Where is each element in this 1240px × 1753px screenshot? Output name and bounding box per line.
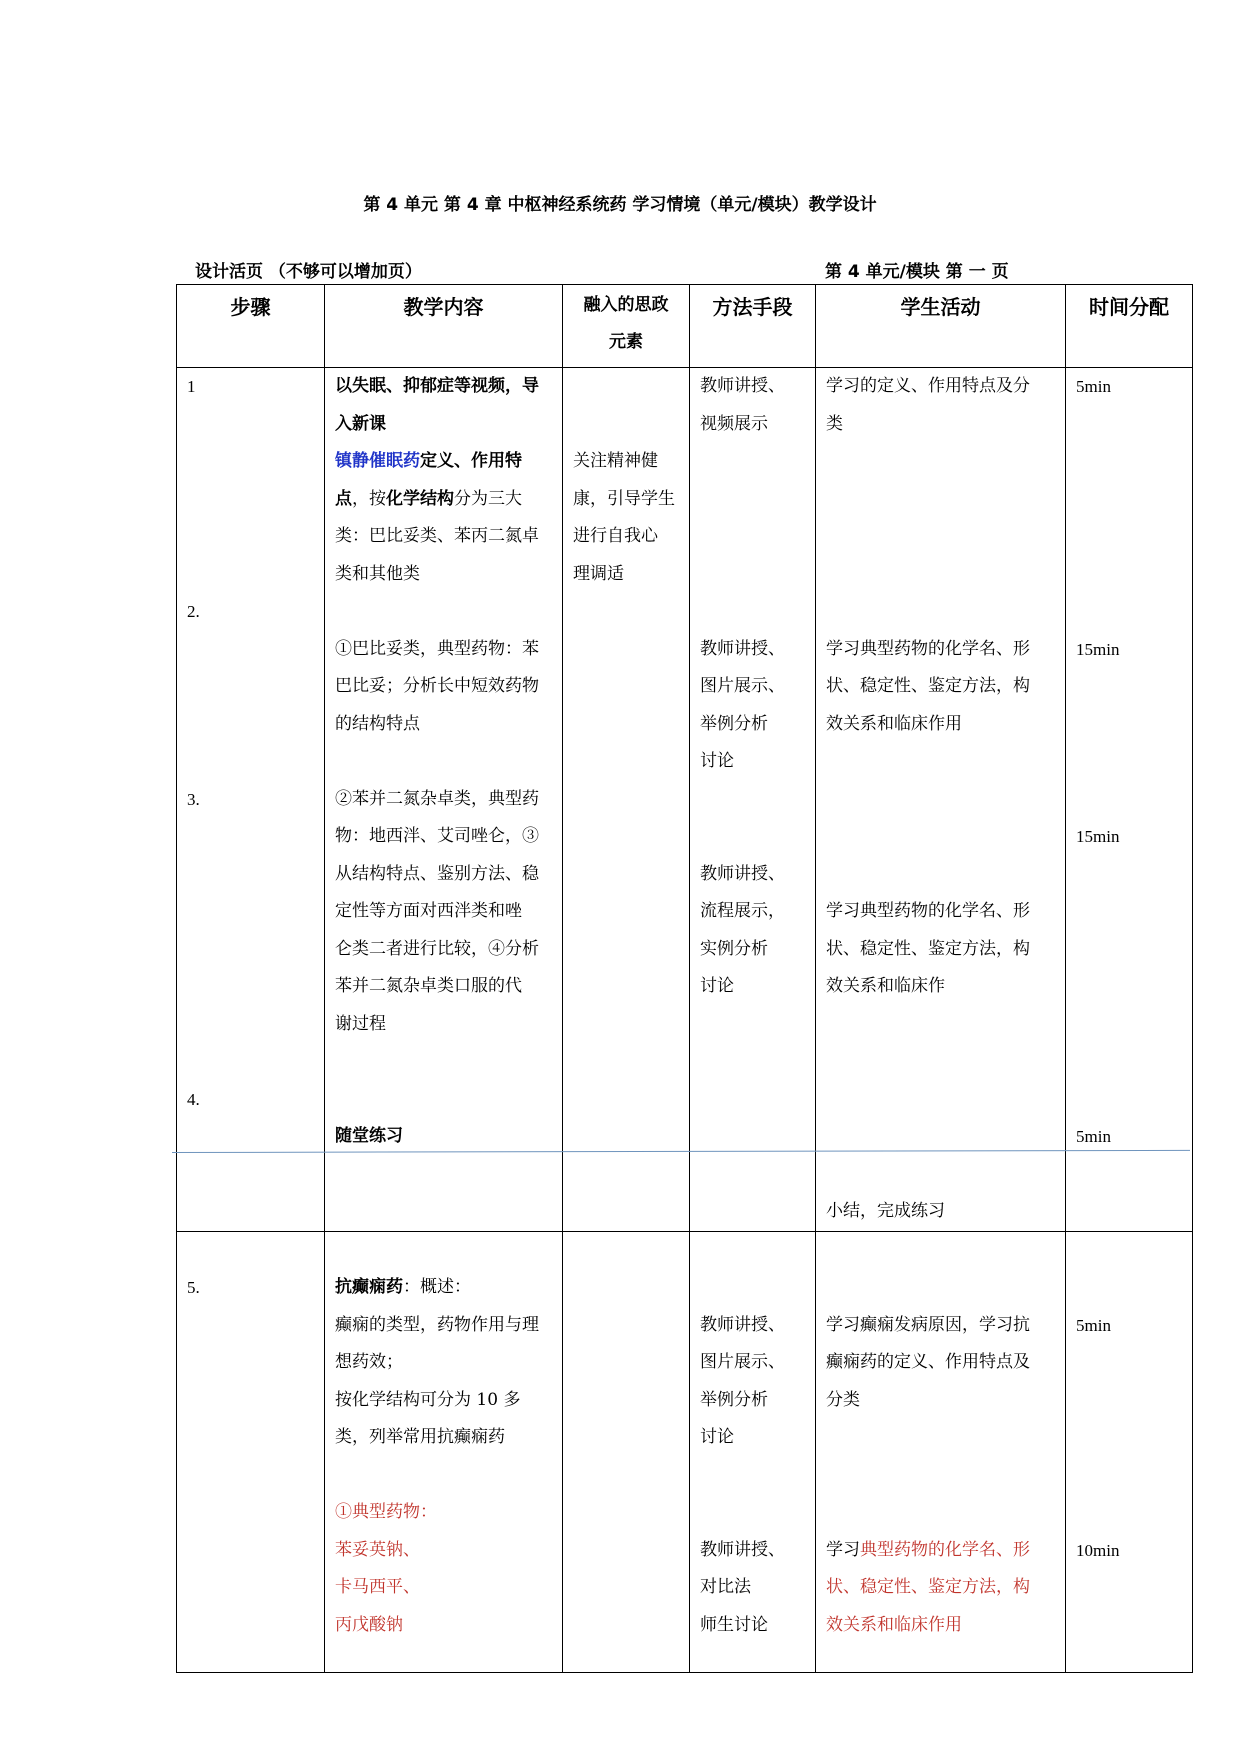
activity-line: 小结，完成练习 (826, 1201, 945, 1221)
content-line: 癫痫的类型，药物作用与理 (335, 1314, 539, 1335)
content-line: 定性等方面对西泮类和唑 (335, 901, 522, 921)
time-value: 15min (1076, 639, 1120, 659)
content-line: 以失眠、抑郁症等视频，导 (335, 376, 539, 396)
content-line: 物：地西泮、艾司唑仑，③ (335, 826, 539, 846)
content-line (335, 481, 552, 519)
content-fragment: 抗癫痫药 (335, 1277, 403, 1297)
activity-line: 分类 (826, 1389, 860, 1410)
method-line: 图片展示、 (700, 1352, 785, 1372)
activity-line: 状、稳定性、鉴定方法，构 (826, 938, 1030, 959)
method-line: 教师讲授、 (700, 1314, 785, 1335)
content-line: 丙戊酸钠 (335, 1614, 403, 1635)
activity-line: 学习的定义、作用特点及分 (826, 376, 1030, 396)
content-line: 从结构特点、鉴别方法、稳 (335, 863, 539, 884)
time-value: 5min (1076, 377, 1111, 396)
method-line: 教师讲授、 (700, 376, 785, 396)
content-line: 巴比妥；分析长中短效药物 (335, 676, 539, 696)
content-line: 类和其他类 (335, 563, 420, 584)
col-header-time: 时间分配 (1066, 285, 1193, 368)
ideology-cell (563, 1231, 690, 1672)
activity-cell (816, 1231, 1066, 1672)
content-fragment: 分为三大 (454, 488, 522, 509)
content-line: 苯并二氮杂卓类口服的代 (335, 976, 522, 996)
method-line: 图片展示、 (700, 676, 785, 696)
ideology-line: 进行自我心 (573, 526, 658, 546)
method-line: 实例分析 (700, 938, 768, 959)
col-header-ideology (563, 285, 690, 368)
step-number: 4. (187, 1089, 200, 1109)
table-row (177, 1231, 1193, 1672)
activity-fragment: 典型药物的化学名、形 (860, 1539, 1030, 1560)
method-line: 流程展示， (700, 901, 785, 921)
content-line: 的结构特点 (335, 713, 420, 734)
step-cell (177, 368, 325, 1232)
activity-line (826, 1532, 1055, 1570)
activity-line: 状、稳定性、鉴定方法，构 (826, 676, 1030, 696)
content-line: 卡马西平、 (335, 1577, 420, 1597)
time-value: 15min (1076, 827, 1120, 846)
method-line: 举例分析 (700, 1389, 768, 1410)
method-line: 对比法 (700, 1577, 751, 1597)
step-number: 1 (187, 377, 196, 396)
document-title: 第 4 单元 第 4 章 中枢神经系统药 学习情境（单元/模块）教学设计 (363, 195, 877, 215)
method-line: 教师讲授、 (700, 1539, 785, 1560)
content-line: 随堂练习 (335, 1126, 403, 1146)
method-line: 教师讲授、 (700, 638, 785, 659)
activity-cell (816, 368, 1066, 1232)
method-cell (690, 1231, 816, 1672)
content-fragment: 化学结构 (386, 488, 454, 509)
content-line: ①巴比妥类，典型药物：苯 (335, 638, 539, 659)
term-sedative-hypnotics: 镇静催眠药 (335, 451, 420, 471)
method-line: 师生讨论 (700, 1614, 768, 1635)
col-header-content: 教学内容 (325, 285, 563, 368)
activity-line: 学习典型药物的化学名、形 (826, 901, 1030, 921)
step-number: 2. (187, 602, 200, 621)
content-fragment: 点 (335, 488, 352, 509)
table-header-row (177, 285, 1193, 368)
content-line (335, 1269, 552, 1307)
step-number: 5. (187, 1278, 200, 1297)
content-fragment: ：概述： (403, 1277, 471, 1297)
ideology-line: 关注精神健 (573, 451, 658, 471)
method-line: 视频展示 (700, 413, 768, 434)
activity-line: 癫痫药的定义、作用特点及 (826, 1352, 1030, 1372)
time-value: 5min (1076, 1127, 1111, 1146)
content-fragment: 定义、作用特 (420, 451, 522, 471)
step-cell (177, 1231, 325, 1672)
time-value: 5min (1076, 1315, 1111, 1335)
method-line: 举例分析 (700, 713, 768, 734)
content-line: 谢过程 (335, 1013, 386, 1034)
content-line: 按化学结构可分为 10 多 (335, 1389, 521, 1410)
ideology-cell (563, 368, 690, 1232)
ideology-line: 理调适 (573, 563, 624, 584)
col-header-ideology-line1: 融入的思政 (583, 295, 669, 315)
content-line: 苯妥英钠、 (335, 1539, 420, 1560)
unit-page-label: 第 4 单元/模块 第 一 页 (825, 262, 1009, 282)
method-cell (690, 368, 816, 1232)
content-line: ①典型药物： (335, 1502, 437, 1522)
activity-line: 类 (826, 413, 843, 434)
step-number: 3. (187, 789, 200, 809)
activity-line: 状、稳定性、鉴定方法，构 (826, 1577, 1030, 1597)
time-value: 10min (1076, 1540, 1120, 1560)
content-line: 仑类二者进行比较，④分析 (335, 938, 539, 959)
time-cell (1066, 1231, 1193, 1672)
method-line: 讨论 (700, 751, 734, 771)
col-header-method: 方法手段 (690, 285, 816, 368)
activity-fragment: 学习 (826, 1539, 860, 1560)
activity-line: 效关系和临床作 (826, 976, 945, 996)
content-line: 类，列举常用抗癫痫药 (335, 1427, 505, 1447)
content-fragment: ，按 (352, 488, 386, 509)
content-line: 想药效； (335, 1352, 403, 1372)
content-line: ②苯并二氮杂卓类，典型药 (335, 788, 539, 809)
activity-line: 学习典型药物的化学名、形 (826, 638, 1030, 659)
col-header-activity: 学生活动 (816, 285, 1066, 368)
content-line: 入新课 (335, 413, 386, 434)
method-line: 讨论 (700, 976, 734, 996)
worksheet-label: 设计活页 （不够可以增加页） (195, 262, 422, 282)
method-line: 讨论 (700, 1427, 734, 1447)
time-cell (1066, 368, 1193, 1232)
content-line: 类：巴比妥类、苯丙二氮卓 (335, 526, 539, 546)
ideology-line: 康，引导学生 (573, 488, 675, 509)
content-line (335, 443, 552, 481)
lesson-plan-table (176, 284, 1193, 1673)
col-header-step: 步骤 (177, 285, 325, 368)
activity-line: 效关系和临床作用 (826, 1614, 962, 1635)
activity-line: 效关系和临床作用 (826, 713, 962, 734)
table-row (177, 368, 1193, 1232)
content-cell (325, 368, 563, 1232)
col-header-ideology-line2: 元素 (609, 332, 643, 352)
activity-line: 学习癫痫发病原因，学习抗 (826, 1314, 1030, 1335)
method-line: 教师讲授、 (700, 863, 785, 884)
content-cell (325, 1231, 563, 1672)
